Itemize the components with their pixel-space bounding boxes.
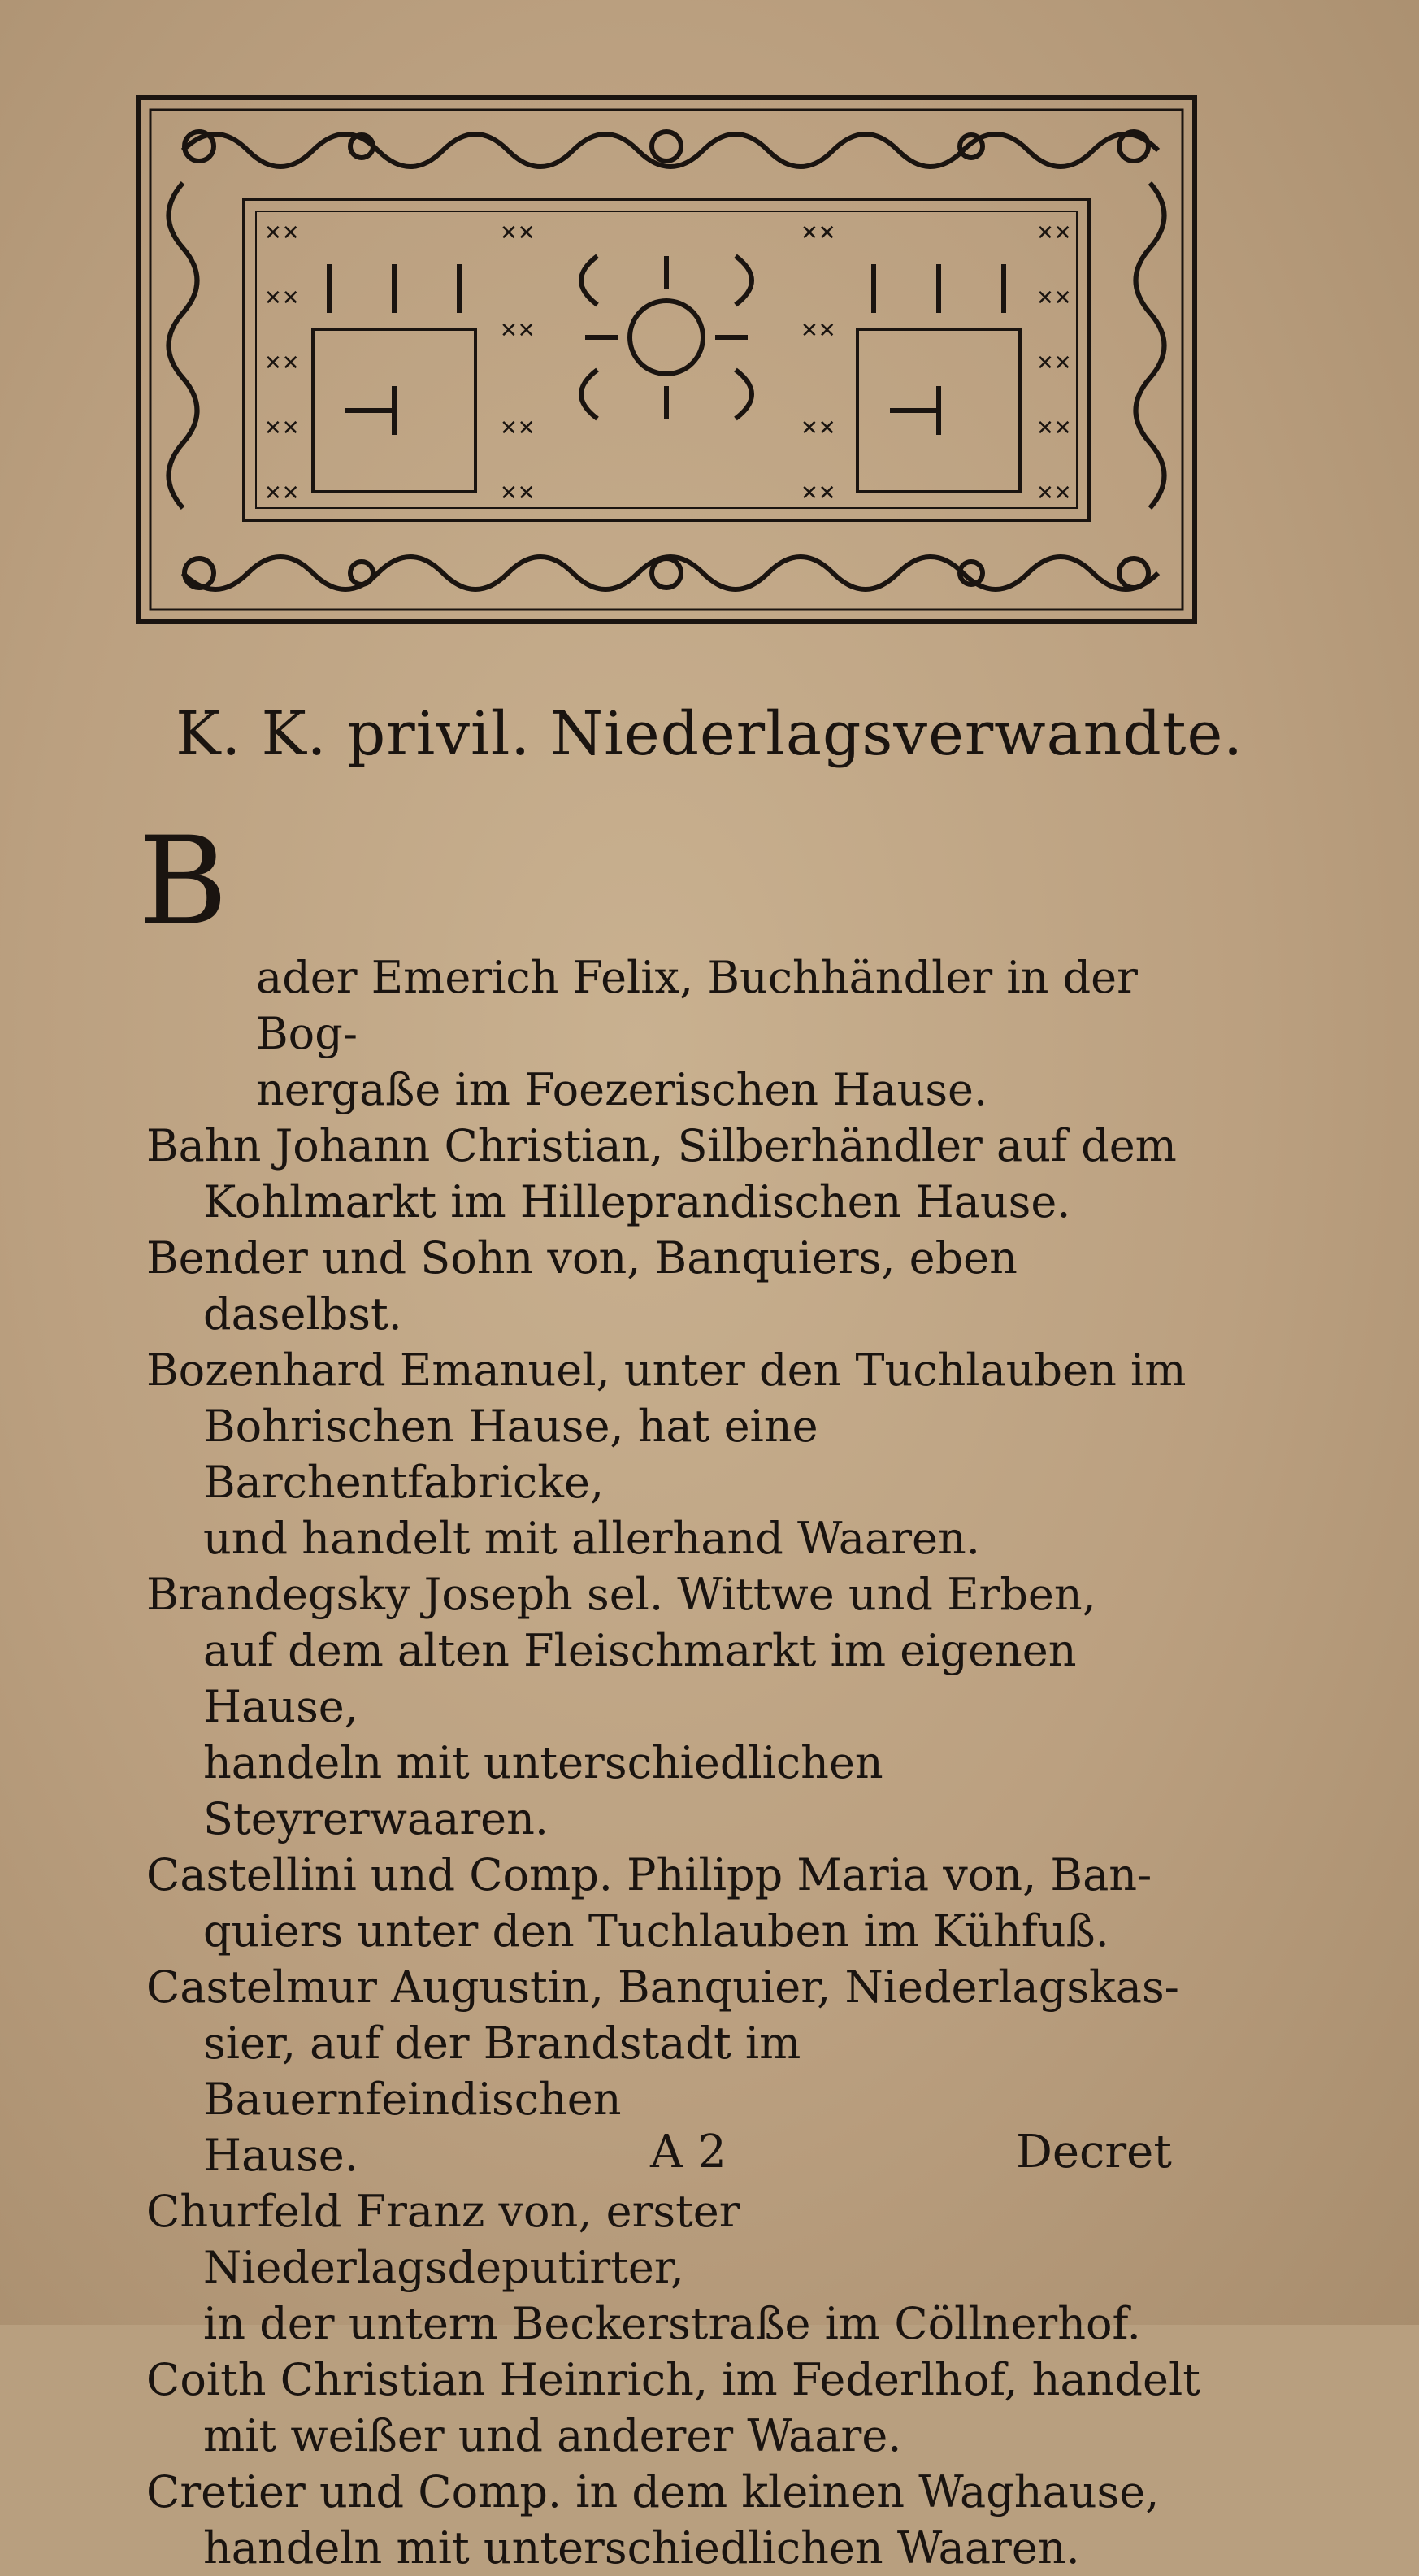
list-item: Castelmur Augustin, Banquier, Niederlagskas- sier, auf der Brandstadt im Bauernfeindischen Hause. bbox=[146, 1961, 1179, 2181]
list-item: Coith Christian Heinrich, im Federlhof, handelt mit weißer und anderer Waare. bbox=[146, 2354, 1200, 2461]
svg-text:✕✕: ✕✕ bbox=[500, 481, 536, 506]
list-item: Bender und Sohn von, Banquiers, eben daselbst. bbox=[146, 1232, 1018, 1340]
signature-mark: A 2 bbox=[650, 2126, 727, 2179]
svg-text:✕✕: ✕✕ bbox=[264, 221, 300, 245]
svg-text:✕✕: ✕✕ bbox=[264, 416, 300, 441]
list-item: Cretier und Comp. in dem kleinen Waghause, handeln mit unterschiedlichen Waaren. bbox=[146, 2466, 1160, 2574]
svg-text:✕✕: ✕✕ bbox=[1036, 416, 1072, 441]
svg-text:✕✕: ✕✕ bbox=[500, 416, 536, 441]
drop-cap: B bbox=[138, 811, 228, 953]
list-item: Bozenhard Emanuel, unter den Tuchlauben im Bohrischen Hause, hat eine Barchentfabricke, und handelt mit allerhand Waaren. bbox=[146, 1344, 1187, 1564]
list-item: Brandegsky Joseph sel. Wittwe und Erben, auf dem alten Fleischmarkt im eigenen Hause, handeln mit unterschiedlichen Steyrerwaaren. bbox=[146, 1569, 1096, 1844]
svg-text:✕✕: ✕✕ bbox=[264, 286, 300, 311]
svg-text:✕✕: ✕✕ bbox=[801, 319, 836, 343]
svg-text:✕✕: ✕✕ bbox=[801, 416, 836, 441]
entry-text: ader Emerich Felix, Buchhändler in der Bog- nergaße im Foezerischen Hause. bbox=[256, 952, 1138, 1115]
woodcut-headpiece bbox=[134, 93, 1199, 626]
list-item: Castellini und Comp. Philipp Maria von, Ban- quiers unter den Tuchlauben im Kühfuß. bbox=[146, 1849, 1152, 1957]
list-item: Churfeld Franz von, erster Niederlagsdeputirter, in der untern Beckerstraße im Cöllnerhof. bbox=[146, 2186, 1141, 2349]
list-item: Bahn Johann Christian, Silberhändler auf dem Kohlmarkt im Hilleprandischen Hause. bbox=[146, 1120, 1177, 1227]
entry-list bbox=[138, 811, 1219, 2576]
catchword: Decret bbox=[1016, 2126, 1172, 2179]
svg-text:✕✕: ✕✕ bbox=[264, 351, 300, 376]
list-item bbox=[138, 811, 1219, 1118]
svg-text:✕✕: ✕✕ bbox=[1036, 286, 1072, 311]
svg-text:✕✕: ✕✕ bbox=[500, 319, 536, 343]
svg-text:✕✕: ✕✕ bbox=[1036, 351, 1072, 376]
svg-text:✕✕: ✕✕ bbox=[801, 481, 836, 506]
svg-text:✕✕: ✕✕ bbox=[801, 221, 836, 245]
page-footer bbox=[0, 2126, 1419, 2191]
page-title: K. K. privil. Niederlagsverwandte. bbox=[176, 699, 1243, 769]
svg-text:✕✕: ✕✕ bbox=[1036, 481, 1072, 506]
svg-text:✕✕: ✕✕ bbox=[264, 481, 300, 506]
svg-text:✕✕: ✕✕ bbox=[500, 221, 536, 245]
svg-text:✕✕: ✕✕ bbox=[1036, 221, 1072, 245]
